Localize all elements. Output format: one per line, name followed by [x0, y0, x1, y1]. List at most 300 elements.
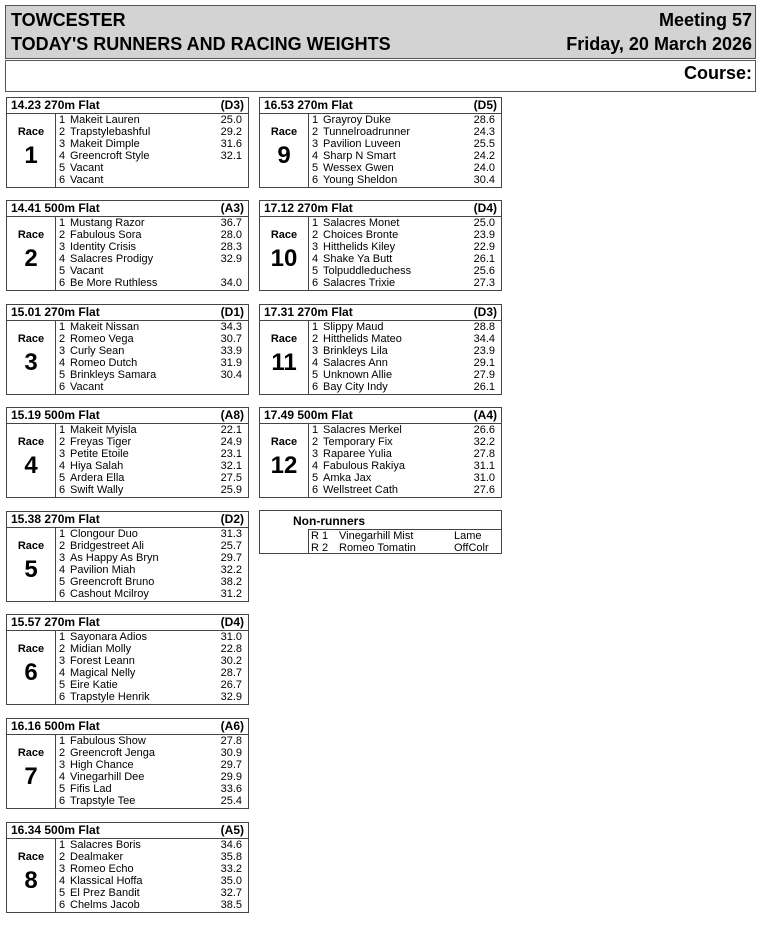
- page-header: [5, 5, 756, 59]
- runner-weight: 34.3: [220, 321, 242, 333]
- runners-list: [55, 217, 246, 291]
- runner-row: [309, 241, 499, 253]
- runner-name: Vacant: [70, 174, 104, 186]
- runner-name: Greencroft Style: [70, 150, 150, 162]
- runner-name: Fifis Lad: [70, 783, 112, 795]
- runner-name: Trapstyle Tee: [70, 795, 136, 807]
- runner-name: Vacant: [70, 162, 104, 174]
- runner-weight: 31.0: [473, 472, 495, 484]
- runner-trap: 5: [312, 369, 319, 381]
- runner-name: Romeo Vega: [70, 333, 134, 345]
- runner-trap: 2: [59, 126, 66, 138]
- runner-row: [309, 253, 499, 265]
- runner-name: Vinegarhill Dee: [70, 771, 145, 783]
- runner-row: [309, 484, 499, 496]
- runner-row: [56, 839, 246, 851]
- runner-trap: 4: [59, 771, 66, 783]
- race-label: Race: [17, 747, 45, 759]
- runner-trap: 6: [59, 484, 66, 496]
- runner-name: Fabulous Rakiya: [323, 460, 405, 472]
- runner-name: Slippy Maud: [323, 321, 384, 333]
- runner-name: Eire Katie: [70, 679, 118, 691]
- runners-list: [308, 217, 499, 291]
- runners-list: [55, 528, 246, 602]
- runner-trap: 4: [59, 564, 66, 576]
- race-card: [259, 304, 502, 395]
- runner-weight: 35.0: [220, 875, 242, 887]
- runner-trap: 3: [312, 345, 319, 357]
- runner-name: Petite Etoile: [70, 448, 129, 460]
- race-card: [6, 200, 249, 291]
- runner-row: [56, 369, 246, 381]
- runners-list: [308, 114, 499, 188]
- runner-trap: 6: [59, 277, 66, 289]
- race-card: [6, 511, 249, 602]
- non-runner-reason: OffColr: [454, 542, 489, 554]
- runner-weight: 30.4: [220, 369, 242, 381]
- race-label: Race: [270, 229, 298, 241]
- runner-weight: 25.7: [220, 540, 242, 552]
- runner-name: Hiya Salah: [70, 460, 124, 472]
- race-card: [6, 407, 249, 498]
- runners-list: [55, 424, 246, 498]
- runner-row: [56, 528, 246, 540]
- runner-trap: 3: [59, 655, 66, 667]
- runner-trap: 3: [59, 448, 66, 460]
- non-runners-list: [308, 529, 502, 554]
- runner-weight: 24.9: [220, 436, 242, 448]
- race-header: [260, 408, 501, 424]
- runner-name: Vacant: [70, 381, 104, 393]
- runner-row: [56, 472, 246, 484]
- runner-weight: 31.2: [220, 588, 242, 600]
- runner-row: [56, 899, 246, 911]
- runner-trap: 5: [59, 783, 66, 795]
- runner-row: [309, 277, 499, 289]
- runner-name: Tunnelroadrunner: [323, 126, 411, 138]
- runner-trap: 5: [312, 472, 319, 484]
- runner-trap: 5: [59, 887, 66, 899]
- runner-name: Magical Nelly: [70, 667, 136, 679]
- runner-name: Klassical Hoffa: [70, 875, 143, 887]
- runner-name: Chelms Jacob: [70, 899, 140, 911]
- runner-trap: 3: [312, 448, 319, 460]
- race-title: 17.12 270m Flat: [264, 201, 353, 215]
- runner-row: [309, 217, 499, 229]
- non-runner-name: Romeo Tomatin: [339, 542, 416, 554]
- runner-row: [56, 759, 246, 771]
- runner-name: El Prez Bandit: [70, 887, 140, 899]
- runner-row: [56, 783, 246, 795]
- race-number-block: [7, 424, 55, 497]
- runner-trap: 1: [59, 839, 66, 851]
- race-number: 10: [270, 245, 298, 272]
- runner-trap: 3: [59, 759, 66, 771]
- runner-trap: 5: [59, 576, 66, 588]
- runner-name: High Chance: [70, 759, 134, 771]
- header-right: [566, 8, 752, 56]
- race-number-block: [260, 424, 308, 497]
- runner-weight: 31.1: [473, 460, 495, 472]
- runner-row: [56, 174, 246, 186]
- runner-row: [56, 540, 246, 552]
- runner-name: Salacres Trixie: [323, 277, 396, 289]
- runner-name: Trapstyle Henrik: [70, 691, 150, 703]
- runner-weight: 27.8: [473, 448, 495, 460]
- runner-weight: 30.9: [220, 747, 242, 759]
- race-title: 16.53 270m Flat: [264, 98, 353, 112]
- runner-row: [56, 448, 246, 460]
- race-label: Race: [17, 126, 45, 138]
- runner-trap: 2: [59, 851, 66, 863]
- race-title: 17.31 270m Flat: [264, 305, 353, 319]
- runner-weight: 24.3: [473, 126, 495, 138]
- runner-trap: 2: [59, 229, 66, 241]
- race-header: [260, 305, 501, 321]
- runner-name: Makeit Dimple: [70, 138, 140, 150]
- race-title: 15.01 270m Flat: [11, 305, 100, 319]
- runner-name: Pavilion Miah: [70, 564, 136, 576]
- runner-trap: 1: [59, 424, 66, 436]
- runner-weight: 38.2: [220, 576, 242, 588]
- runner-trap: 4: [59, 667, 66, 679]
- runner-weight: 28.7: [220, 667, 242, 679]
- race-number-block: [7, 839, 55, 912]
- race-number-block: [7, 217, 55, 290]
- runner-row: [56, 631, 246, 643]
- race-card: [259, 200, 502, 291]
- runner-trap: 2: [59, 333, 66, 345]
- runner-weight: 26.7: [220, 679, 242, 691]
- race-label: Race: [17, 229, 45, 241]
- runner-trap: 2: [312, 436, 319, 448]
- runner-trap: 6: [59, 691, 66, 703]
- runner-row: [56, 253, 246, 265]
- runner-weight: 34.4: [473, 333, 495, 345]
- runner-weight: 22.1: [220, 424, 242, 436]
- runner-row: [56, 667, 246, 679]
- race-grade: (A6): [220, 719, 244, 733]
- runner-weight: 25.5: [473, 138, 495, 150]
- race-card: [6, 718, 249, 809]
- runners-list: [55, 114, 246, 188]
- race-grade: (A8): [220, 408, 244, 422]
- runner-name: Wessex Gwen: [323, 162, 394, 174]
- runner-name: Ardera Ella: [70, 472, 125, 484]
- runner-row: [56, 381, 246, 393]
- runner-weight: 23.1: [220, 448, 242, 460]
- race-header: [260, 201, 501, 217]
- runner-row: [309, 265, 499, 277]
- runner-trap: 6: [59, 588, 66, 600]
- race-header: [7, 201, 248, 217]
- race-title: 16.34 500m Flat: [11, 823, 100, 837]
- runner-weight: 26.1: [473, 253, 495, 265]
- race-grade: (D4): [473, 201, 497, 215]
- race-number: 3: [24, 349, 38, 376]
- runner-name: Amka Jax: [323, 472, 372, 484]
- runner-trap: 1: [59, 735, 66, 747]
- race-number: 12: [270, 452, 298, 479]
- runner-row: [56, 552, 246, 564]
- runner-weight: 24.2: [473, 150, 495, 162]
- runner-weight: 35.8: [220, 851, 242, 863]
- race-card: [6, 614, 249, 705]
- runner-trap: 3: [59, 241, 66, 253]
- runner-name: Cashout Mcilroy: [70, 588, 149, 600]
- runner-weight: 28.6: [473, 114, 495, 126]
- runner-trap: 4: [59, 875, 66, 887]
- runner-row: [309, 424, 499, 436]
- race-header: [7, 615, 248, 631]
- race-header: [7, 823, 248, 839]
- runner-row: [56, 875, 246, 887]
- runner-row: [56, 162, 246, 174]
- runner-row: [56, 424, 246, 436]
- race-number: 8: [24, 867, 38, 894]
- runner-row: [56, 484, 246, 496]
- runner-row: [309, 345, 499, 357]
- runner-name: Makeit Myisla: [70, 424, 137, 436]
- race-title: 15.38 270m Flat: [11, 512, 100, 526]
- runner-name: Pavilion Luveen: [323, 138, 401, 150]
- race-number-block: [7, 528, 55, 601]
- race-label: Race: [17, 436, 45, 448]
- race-header: [7, 408, 248, 424]
- runner-name: Forest Leann: [70, 655, 135, 667]
- race-card: [259, 407, 502, 498]
- runner-trap: 1: [59, 114, 66, 126]
- runner-weight: 25.4: [220, 795, 242, 807]
- course-label: Course:: [683, 63, 752, 83]
- runner-weight: 32.2: [220, 564, 242, 576]
- runner-trap: 1: [312, 217, 319, 229]
- runner-weight: 38.5: [220, 899, 242, 911]
- runner-row: [56, 217, 246, 229]
- race-card: [6, 822, 249, 913]
- race-label: Race: [17, 333, 45, 345]
- race-label: Race: [17, 540, 45, 552]
- race-grade: (D3): [473, 305, 497, 319]
- runner-weight: 29.2: [220, 126, 242, 138]
- runner-row: [56, 771, 246, 783]
- runner-trap: 3: [59, 863, 66, 875]
- race-number-block: [7, 735, 55, 808]
- runner-name: Dealmaker: [70, 851, 124, 863]
- non-runner-name: Vinegarhill Mist: [339, 530, 414, 542]
- runner-weight: 36.7: [220, 217, 242, 229]
- runner-name: Choices Bronte: [323, 229, 399, 241]
- runners-list: [308, 321, 499, 395]
- runner-name: Unknown Allie: [323, 369, 393, 381]
- runner-row: [56, 460, 246, 472]
- race-number: 11: [271, 349, 297, 376]
- race-number: 4: [24, 452, 38, 479]
- runner-name: Shake Ya Butt: [323, 253, 393, 265]
- race-grade: (D5): [473, 98, 497, 112]
- race-header: [7, 305, 248, 321]
- runner-weight: 33.9: [220, 345, 242, 357]
- runner-weight: 30.2: [220, 655, 242, 667]
- runner-row: [56, 851, 246, 863]
- runner-trap: 1: [312, 424, 319, 436]
- race-header: [7, 719, 248, 735]
- runner-trap: 2: [312, 229, 319, 241]
- runner-weight: 29.7: [220, 759, 242, 771]
- race-label: Race: [17, 851, 45, 863]
- runner-weight: 27.9: [473, 369, 495, 381]
- runner-trap: 3: [59, 552, 66, 564]
- runner-name: Be More Ruthless: [70, 277, 158, 289]
- runner-weight: 33.6: [220, 783, 242, 795]
- race-header: [7, 512, 248, 528]
- runner-name: Grayroy Duke: [323, 114, 391, 126]
- runner-trap: 6: [59, 795, 66, 807]
- runner-row: [309, 162, 499, 174]
- runner-weight: 28.8: [473, 321, 495, 333]
- race-grade: (D4): [220, 615, 244, 629]
- runner-name: Bay City Indy: [323, 381, 388, 393]
- runner-weight: 22.9: [473, 241, 495, 253]
- race-number-block: [260, 114, 308, 187]
- runner-row: [309, 460, 499, 472]
- runner-row: [309, 126, 499, 138]
- runner-row: [56, 691, 246, 703]
- runner-name: Midian Molly: [70, 643, 132, 655]
- venue-title: TOWCESTER: [11, 10, 126, 30]
- non-runner-row: [309, 530, 502, 542]
- runner-weight: 34.0: [220, 277, 242, 289]
- runner-name: Temporary Fix: [323, 436, 393, 448]
- runner-row: [56, 588, 246, 600]
- runner-row: [56, 747, 246, 759]
- runner-row: [56, 241, 246, 253]
- runner-name: Freyas Tiger: [70, 436, 132, 448]
- runner-weight: 25.9: [220, 484, 242, 496]
- runner-row: [56, 655, 246, 667]
- race-card: [259, 97, 502, 188]
- runner-trap: 2: [59, 540, 66, 552]
- runner-name: Salacres Merkel: [323, 424, 402, 436]
- runner-name: Raparee Yulia: [323, 448, 392, 460]
- runner-row: [56, 138, 246, 150]
- runner-row: [309, 448, 499, 460]
- runner-row: [309, 174, 499, 186]
- runner-row: [56, 321, 246, 333]
- runner-trap: 2: [312, 126, 319, 138]
- runner-weight: 34.6: [220, 839, 242, 851]
- runners-list: [55, 321, 246, 395]
- race-title: 14.41 500m Flat: [11, 201, 100, 215]
- runner-name: Wellstreet Cath: [323, 484, 398, 496]
- race-number-block: [260, 217, 308, 290]
- runner-trap: 1: [59, 217, 66, 229]
- runner-trap: 2: [59, 643, 66, 655]
- runner-row: [309, 321, 499, 333]
- race-grade: (D2): [220, 512, 244, 526]
- runner-trap: 4: [59, 253, 66, 265]
- runner-weight: 27.3: [473, 277, 495, 289]
- runner-name: Mustang Razor: [70, 217, 145, 229]
- runner-weight: 27.5: [220, 472, 242, 484]
- runner-row: [56, 564, 246, 576]
- runner-row: [309, 381, 499, 393]
- runner-trap: 2: [312, 333, 319, 345]
- runner-trap: 1: [59, 631, 66, 643]
- runner-name: Salacres Boris: [70, 839, 141, 851]
- runner-row: [56, 576, 246, 588]
- runner-weight: 26.6: [473, 424, 495, 436]
- runner-trap: 4: [312, 150, 319, 162]
- runner-weight: 31.3: [220, 528, 242, 540]
- runner-name: Curly Sean: [70, 345, 125, 357]
- runner-name: Hitthelids Kiley: [323, 241, 396, 253]
- runner-name: Makeit Nissan: [70, 321, 140, 333]
- race-number-block: [7, 321, 55, 394]
- runner-row: [56, 795, 246, 807]
- runner-weight: 32.2: [473, 436, 495, 448]
- runner-weight: 29.7: [220, 552, 242, 564]
- runner-trap: 6: [312, 484, 319, 496]
- runner-weight: 25.0: [220, 114, 242, 126]
- runner-name: Brinkleys Lila: [323, 345, 388, 357]
- runner-row: [309, 369, 499, 381]
- runner-trap: 4: [59, 460, 66, 472]
- non-runner-race: R 2: [311, 542, 329, 554]
- runner-row: [309, 333, 499, 345]
- runner-name: Romeo Dutch: [70, 357, 138, 369]
- race-grade: (A4): [473, 408, 497, 422]
- runner-weight: 31.0: [220, 631, 242, 643]
- race-card: [6, 97, 249, 188]
- runner-weight: 27.8: [220, 735, 242, 747]
- runner-row: [56, 333, 246, 345]
- runner-weight: 25.6: [473, 265, 495, 277]
- race-label: Race: [270, 436, 298, 448]
- runner-weight: 31.9: [220, 357, 242, 369]
- runner-trap: 5: [59, 162, 66, 174]
- runner-weight: 31.6: [220, 138, 242, 150]
- runner-name: Fabulous Sora: [70, 229, 142, 241]
- race-card: [6, 304, 249, 395]
- meeting-number: Meeting 57: [658, 10, 752, 30]
- runner-row: [309, 150, 499, 162]
- runner-weight: 32.1: [220, 150, 242, 162]
- runner-trap: 4: [59, 150, 66, 162]
- race-grade: (A3): [220, 201, 244, 215]
- runner-weight: 32.1: [220, 460, 242, 472]
- header-left: [11, 8, 391, 56]
- runner-row: [309, 114, 499, 126]
- runner-weight: 28.0: [220, 229, 242, 241]
- runner-row: [56, 345, 246, 357]
- page-subtitle: TODAY'S RUNNERS AND RACING WEIGHTS: [11, 34, 391, 54]
- runner-trap: 3: [312, 241, 319, 253]
- race-label: Race: [270, 333, 298, 345]
- runner-name: Fabulous Show: [70, 735, 146, 747]
- runner-trap: 4: [312, 460, 319, 472]
- runner-name: Salacres Monet: [323, 217, 400, 229]
- runner-name: Makeit Lauren: [70, 114, 140, 126]
- race-grade: (D3): [220, 98, 244, 112]
- runner-trap: 6: [312, 174, 319, 186]
- runner-name: Young Sheldon: [323, 174, 398, 186]
- race-title: 16.16 500m Flat: [11, 719, 100, 733]
- runner-trap: 4: [312, 253, 319, 265]
- runner-name: Identity Crisis: [70, 241, 137, 253]
- runner-weight: 27.6: [473, 484, 495, 496]
- race-title: 15.19 500m Flat: [11, 408, 100, 422]
